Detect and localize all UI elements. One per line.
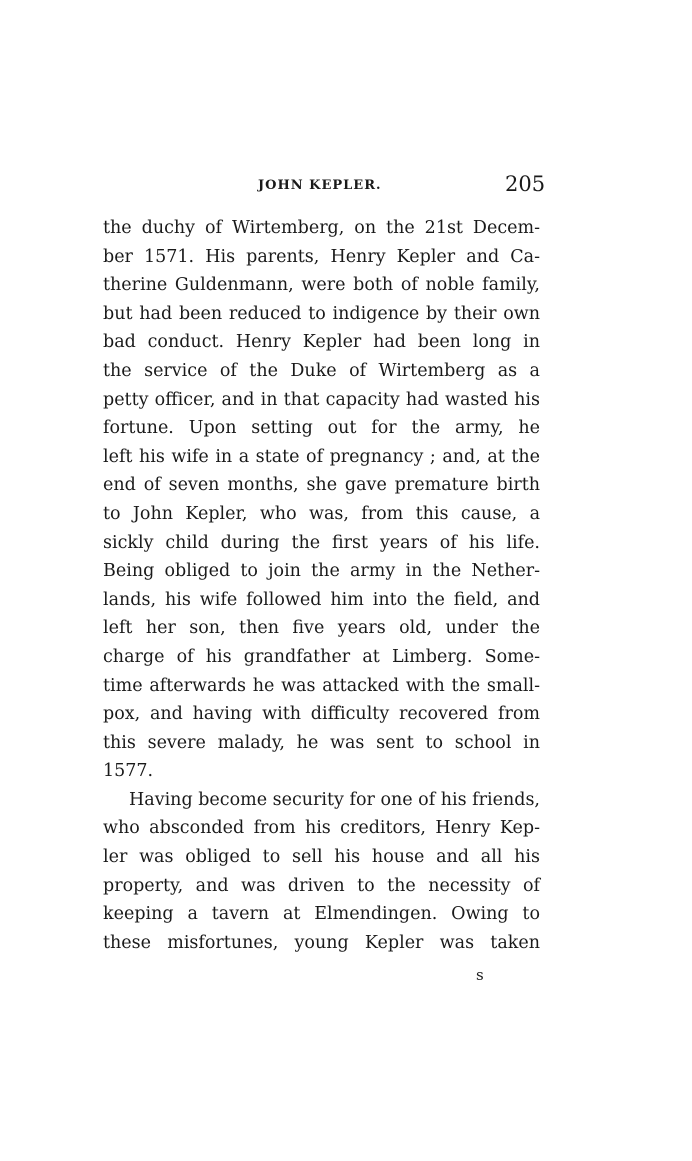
text-line: bad conduct. Henry Kepler had been long in xyxy=(103,332,540,353)
text-line: fortune. Upon setting out for the army, he xyxy=(103,418,540,439)
text-line: the service of the Duke of Wirtemberg as a xyxy=(103,360,540,381)
text-line: time afterwards he was attacked with the small- xyxy=(103,675,540,696)
text-line: keeping a tavern at Elmendingen. Owing to xyxy=(103,904,540,925)
text-line: Being obliged to join the army in the Nether- xyxy=(103,561,540,582)
text-line: left her son, then five years old, under the xyxy=(103,618,540,639)
text-line: Having become security for one of his friends, xyxy=(129,789,540,810)
text-line: sickly child during the first years of his life. xyxy=(103,532,540,553)
text-line: 1577. xyxy=(103,761,154,782)
text-line: but had been reduced to indigence by their own xyxy=(103,303,540,324)
text-line: to John Kepler, who was, from this cause, a xyxy=(103,503,540,524)
text-line: charge of his grandfather at Limberg. Some- xyxy=(103,646,540,667)
text-line: left his wife in a state of pregnancy ; and, at the xyxy=(103,446,540,467)
text-line: property, and was driven to the necessity of xyxy=(103,875,540,896)
text-line: pox, and having with difficulty recovered from xyxy=(103,704,540,725)
body-text xyxy=(103,214,540,957)
text-line: ber 1571. His parents, Henry Kepler and Ca- xyxy=(103,246,540,267)
text-line: lands, his wife followed him into the field, and xyxy=(103,589,540,610)
text-line: these misfortunes, young Kepler was taken xyxy=(103,932,540,953)
text-line: petty officer, and in that capacity had wasted his xyxy=(103,389,540,410)
text-line: who absconded from his creditors, Henry Kep- xyxy=(103,818,540,839)
text-line: end of seven months, she gave premature birth xyxy=(103,475,540,496)
text-line: this severe malady, he was sent to school in xyxy=(103,732,540,753)
running-title: JOHN KEPLER. xyxy=(258,178,382,193)
text-line: ler was obliged to sell his house and all his xyxy=(103,847,540,868)
page-number: 205 xyxy=(505,172,546,196)
running-head xyxy=(0,170,692,200)
signature-mark: s xyxy=(476,966,484,984)
text-line: therine Guldenmann, were both of noble family, xyxy=(103,275,540,296)
text-line: the duchy of Wirtemberg, on the 21st Decem- xyxy=(103,218,540,238)
